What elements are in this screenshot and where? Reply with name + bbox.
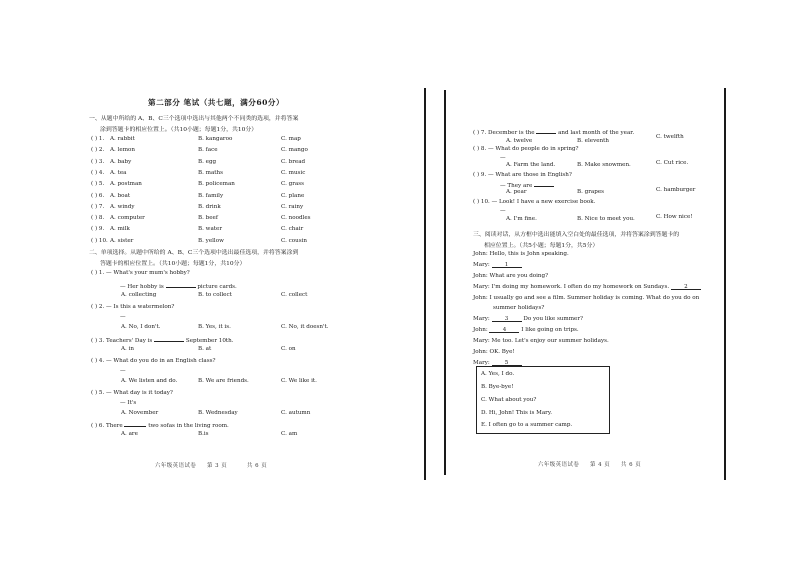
section3-instruction-2: 相应位置上。（共5小题；每题1分，共5分）	[484, 243, 599, 249]
q3-option-c[interactable]: C. on	[281, 346, 296, 352]
section1-option-c[interactable]: C. map	[281, 136, 301, 142]
section1-instruction-1: 一、从题中所给的 A、B、C三个选项中选出与其他两个不同类的选项，并将答案	[89, 116, 299, 122]
q3-stem: ( ) 3. Teachers' Day is September 10th.	[91, 338, 234, 344]
dialogue-line-3: John: What are you doing?	[473, 273, 549, 279]
section1-item-number: ( ) 6.	[91, 192, 105, 199]
dialogue-blank-2[interactable]: 2	[671, 284, 701, 290]
q6-blank[interactable]	[124, 421, 146, 427]
q10-option-a[interactable]: A. I'm fine.	[506, 216, 537, 222]
section1-item-number: ( ) 7.	[91, 203, 105, 210]
left-footer-total: 共 6 页	[247, 463, 268, 469]
section1-item-number: ( ) 1.	[91, 136, 105, 142]
section2-instruction-2: 答题卡的相应位置上。（共10小题；每题1分，共10分）	[100, 261, 246, 267]
q1-option-c[interactable]: C. collect	[281, 292, 308, 298]
section1-item-number: ( ) 9.	[91, 226, 105, 233]
section1-option-b[interactable]: B. maths	[198, 169, 224, 176]
q7-option-b[interactable]: B. eleventh	[577, 138, 610, 144]
section1-option-a[interactable]: A. postman	[110, 181, 142, 188]
q5-option-b[interactable]: B. Wednesday	[198, 410, 238, 416]
right-page-right-line	[724, 88, 726, 480]
section1-option-c[interactable]: C. bread	[281, 158, 306, 165]
q1-stem: ( ) 1. — What's your mum's hobby?	[91, 270, 190, 276]
q4-option-a[interactable]: A. We listen and do.	[121, 378, 178, 384]
q9-stem: ( ) 9. — What are those in English?	[473, 172, 572, 178]
q5-option-a[interactable]: A. November	[121, 410, 159, 416]
q3-option-b[interactable]: B. at	[198, 346, 212, 352]
section1-option-c[interactable]: C. grass	[281, 181, 304, 188]
q8-option-b[interactable]: B. Make snowmen.	[577, 162, 631, 168]
dialogue-line-2: Mary: 1	[473, 262, 522, 268]
right-page-left-line	[444, 90, 446, 475]
q6-option-a[interactable]: A. are	[121, 431, 138, 437]
q7-option-c[interactable]: C. twelfth	[656, 134, 684, 140]
q3-blank[interactable]	[154, 336, 184, 342]
section3-instruction-1: 三、阅读对话，从方框中选出能填入空白处的最佳选项，并将答案涂到答题卡的	[473, 232, 680, 238]
q6-stem: ( ) 6. There two sofas in the living room.	[91, 423, 229, 429]
dialogue-blank-3[interactable]: 3	[492, 316, 522, 322]
q9-option-a[interactable]: A. pear	[506, 189, 527, 195]
q8-option-c[interactable]: C. Cut rice.	[656, 160, 689, 166]
q2-line2: —	[120, 314, 126, 320]
section1-option-c[interactable]: C. chair	[281, 226, 304, 233]
dialogue-line-7: Mary: 3 Do you like summer?	[473, 316, 584, 322]
dialogue-line-9: Mary: Me too. Let's enjoy our summer holidays.	[473, 338, 609, 344]
right-footer-total: 共 6 页	[621, 462, 642, 468]
q10-stem: ( ) 10. — Look! I have a new exercise book.	[473, 199, 596, 205]
q2-option-c[interactable]: C. No, it doesn't.	[281, 324, 329, 330]
section1-option-b[interactable]: B. policeman	[198, 181, 235, 188]
q7-option-a[interactable]: A. twelve	[506, 138, 533, 144]
section1-option-b[interactable]: B. water	[198, 226, 223, 233]
section1-item-number: ( ) 5.	[91, 181, 105, 188]
right-footer-page: 第 4 页	[590, 462, 611, 468]
dialogue-blank-5[interactable]: 5	[492, 360, 522, 366]
section2-instruction-1: 二、单项选择。从题中所给的 A、B、C三个选项中选出最佳选项，并将答案涂到	[89, 250, 299, 256]
dialogue-blank-1[interactable]: 1	[492, 262, 522, 268]
section1-item-number: ( ) 10.	[91, 237, 108, 244]
q9-option-b[interactable]: B. grapes	[577, 189, 605, 195]
q1-line2: — Her hobby is picture cards.	[120, 284, 237, 290]
section1-option-a[interactable]: A. milk	[110, 226, 130, 233]
section1-option-a[interactable]: A. computer	[110, 215, 145, 222]
section1-option-b[interactable]: B. yellow	[198, 237, 224, 244]
q1-option-b[interactable]: B. to collect	[198, 292, 232, 298]
left-footer-title: 六年级英语试卷	[155, 463, 197, 469]
section1-option-b[interactable]: B. family	[198, 192, 224, 199]
left-footer-page: 第 3 页	[207, 463, 228, 469]
section1-option-b[interactable]: B. kangaroo	[198, 136, 233, 142]
section1-option-a[interactable]: A. baby	[110, 158, 132, 165]
dialogue-line-1: John: Hello, this is John speaking.	[473, 251, 569, 257]
q10-line2: —	[500, 208, 506, 214]
q9-blank[interactable]	[534, 181, 554, 187]
dialogue-line-5: John: I usually go and see a film. Summer holiday is coming. What do you do on	[473, 295, 700, 301]
option-a[interactable]: A. Yes, I do.	[481, 371, 515, 377]
section1-option-a[interactable]: A. tea	[110, 169, 127, 176]
section1-option-a[interactable]: A. boat	[110, 192, 131, 199]
section1-option-a[interactable]: A. lemon	[110, 147, 135, 154]
q9-line2: — They are	[500, 181, 554, 189]
q8-stem: ( ) 8. — What do people do in spring?	[473, 146, 579, 152]
section1-option-b[interactable]: B. drink	[198, 203, 221, 210]
section1-option-b[interactable]: B. egg	[198, 158, 217, 165]
q2-option-b[interactable]: B. Yes, it is.	[198, 324, 231, 330]
right-page	[430, 0, 794, 561]
dialogue-line-4: Mary: I'm doing my homework. I often do my homework on Sundays. 2	[473, 284, 701, 290]
q10-option-c[interactable]: C. How nice!	[656, 214, 693, 220]
section1-option-b[interactable]: B. beef	[198, 215, 218, 222]
section1-option-a[interactable]: A. windy	[110, 203, 135, 210]
q8-line2: —	[500, 155, 506, 161]
q4-option-b[interactable]: B. We are friends.	[198, 378, 249, 384]
option-b[interactable]: B. Bye-bye!	[481, 384, 514, 390]
section1-option-c[interactable]: C. noodles	[281, 215, 311, 222]
section1-instruction-2: 涂到答题卡的相应位置上。（共10小题；每题1分，共10分）	[100, 127, 258, 133]
option-c[interactable]: C. What about you?	[481, 397, 537, 403]
q8-option-a[interactable]: A. Farm the land.	[506, 162, 556, 168]
q4-stem: ( ) 4. — What do you do in an English class?	[91, 358, 216, 364]
q3-option-a[interactable]: A. in	[121, 346, 134, 352]
left-page-binding-line	[424, 88, 426, 480]
q5-stem: ( ) 5. — What day is it today?	[91, 390, 173, 396]
section1-option-c[interactable]: C. mango	[281, 147, 308, 154]
q1-option-a[interactable]: A. collecting	[121, 292, 157, 298]
section1-option-c[interactable]: C. music	[281, 169, 306, 176]
q9-option-c[interactable]: C. hamburger	[656, 187, 696, 193]
q2-stem: ( ) 2. — Is this a watermelon?	[91, 304, 175, 310]
section1-option-b[interactable]: B. face	[198, 147, 218, 154]
section1-option-a[interactable]: A. rabbit	[110, 136, 135, 142]
section1-option-a[interactable]: A. sister	[110, 237, 134, 244]
section1-option-c[interactable]: C. rainy	[281, 203, 304, 210]
section1-item-number: ( ) 8.	[91, 215, 105, 222]
q7-stem: ( ) 7. December is the and last month of the year.	[473, 130, 635, 136]
section1-item-number: ( ) 3.	[91, 158, 105, 165]
section1-option-c[interactable]: C. plane	[281, 192, 305, 199]
q5-option-c[interactable]: C. autumn	[281, 410, 311, 416]
dialogue-line-10: John: OK. Bye!	[473, 349, 515, 355]
dialogue-line-6: summer holidays?	[493, 305, 545, 311]
q6-option-c[interactable]: C. am	[281, 431, 298, 437]
q2-option-a[interactable]: A. No, I don't.	[121, 324, 161, 330]
q5-line2: — It's	[120, 400, 137, 406]
q10-option-b[interactable]: B. Nice to meet you.	[577, 216, 635, 222]
q4-option-c[interactable]: C. We like it.	[281, 378, 317, 384]
section1-item-number: ( ) 2.	[91, 147, 105, 154]
q4-line2: —	[120, 368, 126, 374]
q7-blank[interactable]	[536, 128, 556, 134]
dialogue-blank-4[interactable]: 4	[489, 327, 519, 333]
section1-option-c[interactable]: C. cousin	[281, 237, 308, 244]
part-header: 第二部分 笔试（共七题，满分60分）	[148, 98, 285, 107]
right-footer-title: 六年级英语试卷	[538, 462, 580, 468]
section1-item-number: ( ) 4.	[91, 169, 105, 176]
option-d[interactable]: D. Hi, John! This is Mary.	[481, 410, 553, 416]
option-e[interactable]: E. I often go to a summer camp.	[481, 422, 573, 428]
q6-option-b[interactable]: B.is	[198, 431, 209, 437]
q1-blank[interactable]	[166, 282, 196, 288]
dialogue-line-11: Mary: 5	[473, 360, 522, 366]
dialogue-line-8: John: 4 I like going on trips.	[473, 327, 579, 333]
